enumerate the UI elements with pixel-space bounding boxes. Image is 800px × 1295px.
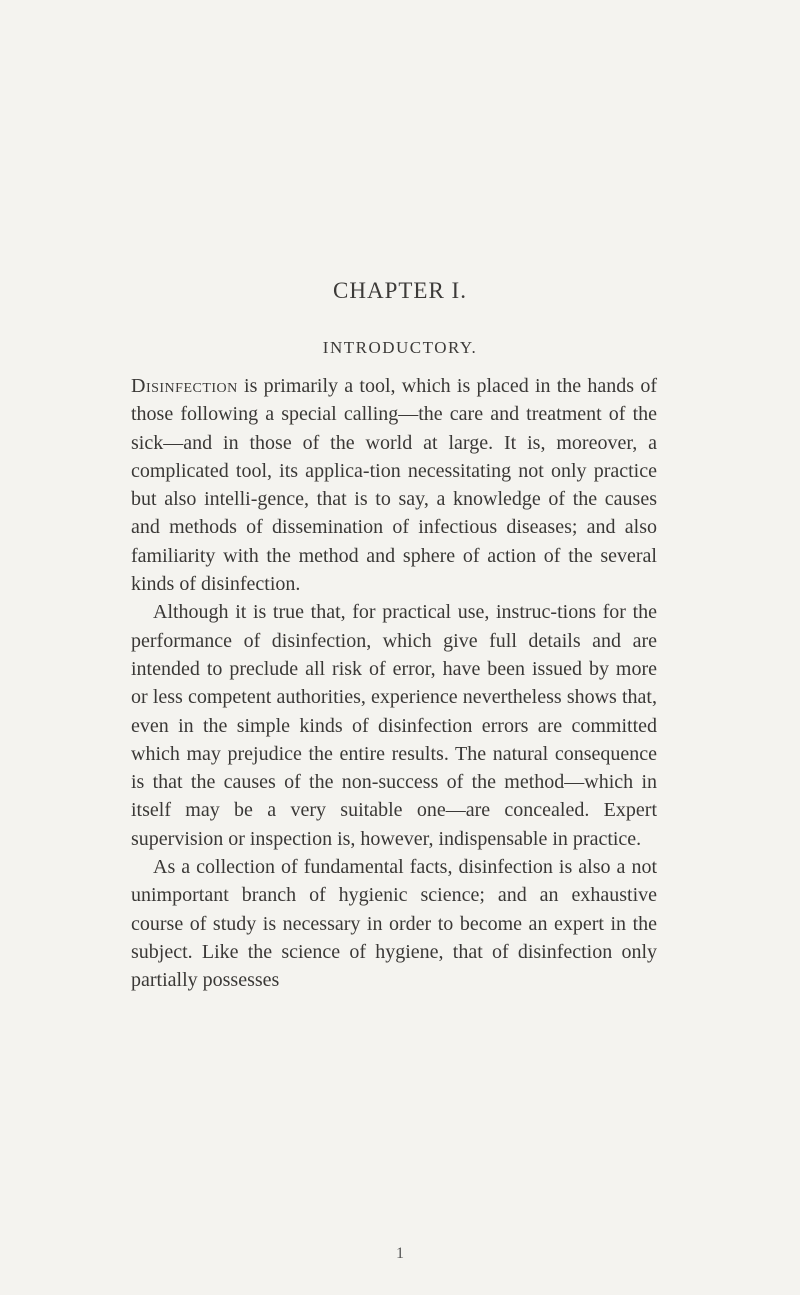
paragraph-3: As a collection of fundamental facts, disinfection is also a not unimportant branch of hygienic science; and an exhaustive course of study is necessary in order to become an expert in the subject. Like the science of hygiene, that of disinfection only partially possesses	[131, 856, 657, 992]
paragraph-2: Although it is true that, for practical use, instruc-tions for the performance of disinfection, which give full details and are intended to preclude all risk of error, have been issued by more or less competent authorities, experience nevertheless shows that, even in the simple kinds of disinfection errors are committed which may prejudice the entire results. The natural consequence is that the causes of the non-success of the method—which in itself may be a very suitable one—are concealed. Expert supervision or inspection is, however, indispensable in practice.	[131, 601, 657, 850]
paragraph-lead-word: Disinfection	[131, 375, 238, 397]
page-number: 1	[396, 1245, 404, 1262]
paragraph-1	[131, 372, 657, 598]
paragraph-1-text: is primarily a tool, which is placed in the hands of those following a special calling—the care and treatment of the sick—and in those of the world at large. It is, moreover, a complicated tool, its applica-tion necessitating not only practice but also intelli-gence, that is to say, a knowledge of the causes and methods of dissemination of infectious diseases; and also familiarity with the method and sphere of action of the several kinds of disinfection.	[131, 375, 657, 596]
chapter-heading: CHAPTER I.	[333, 278, 467, 303]
section-title: INTRODUCTORY.	[322, 338, 478, 357]
body-text	[131, 372, 657, 995]
